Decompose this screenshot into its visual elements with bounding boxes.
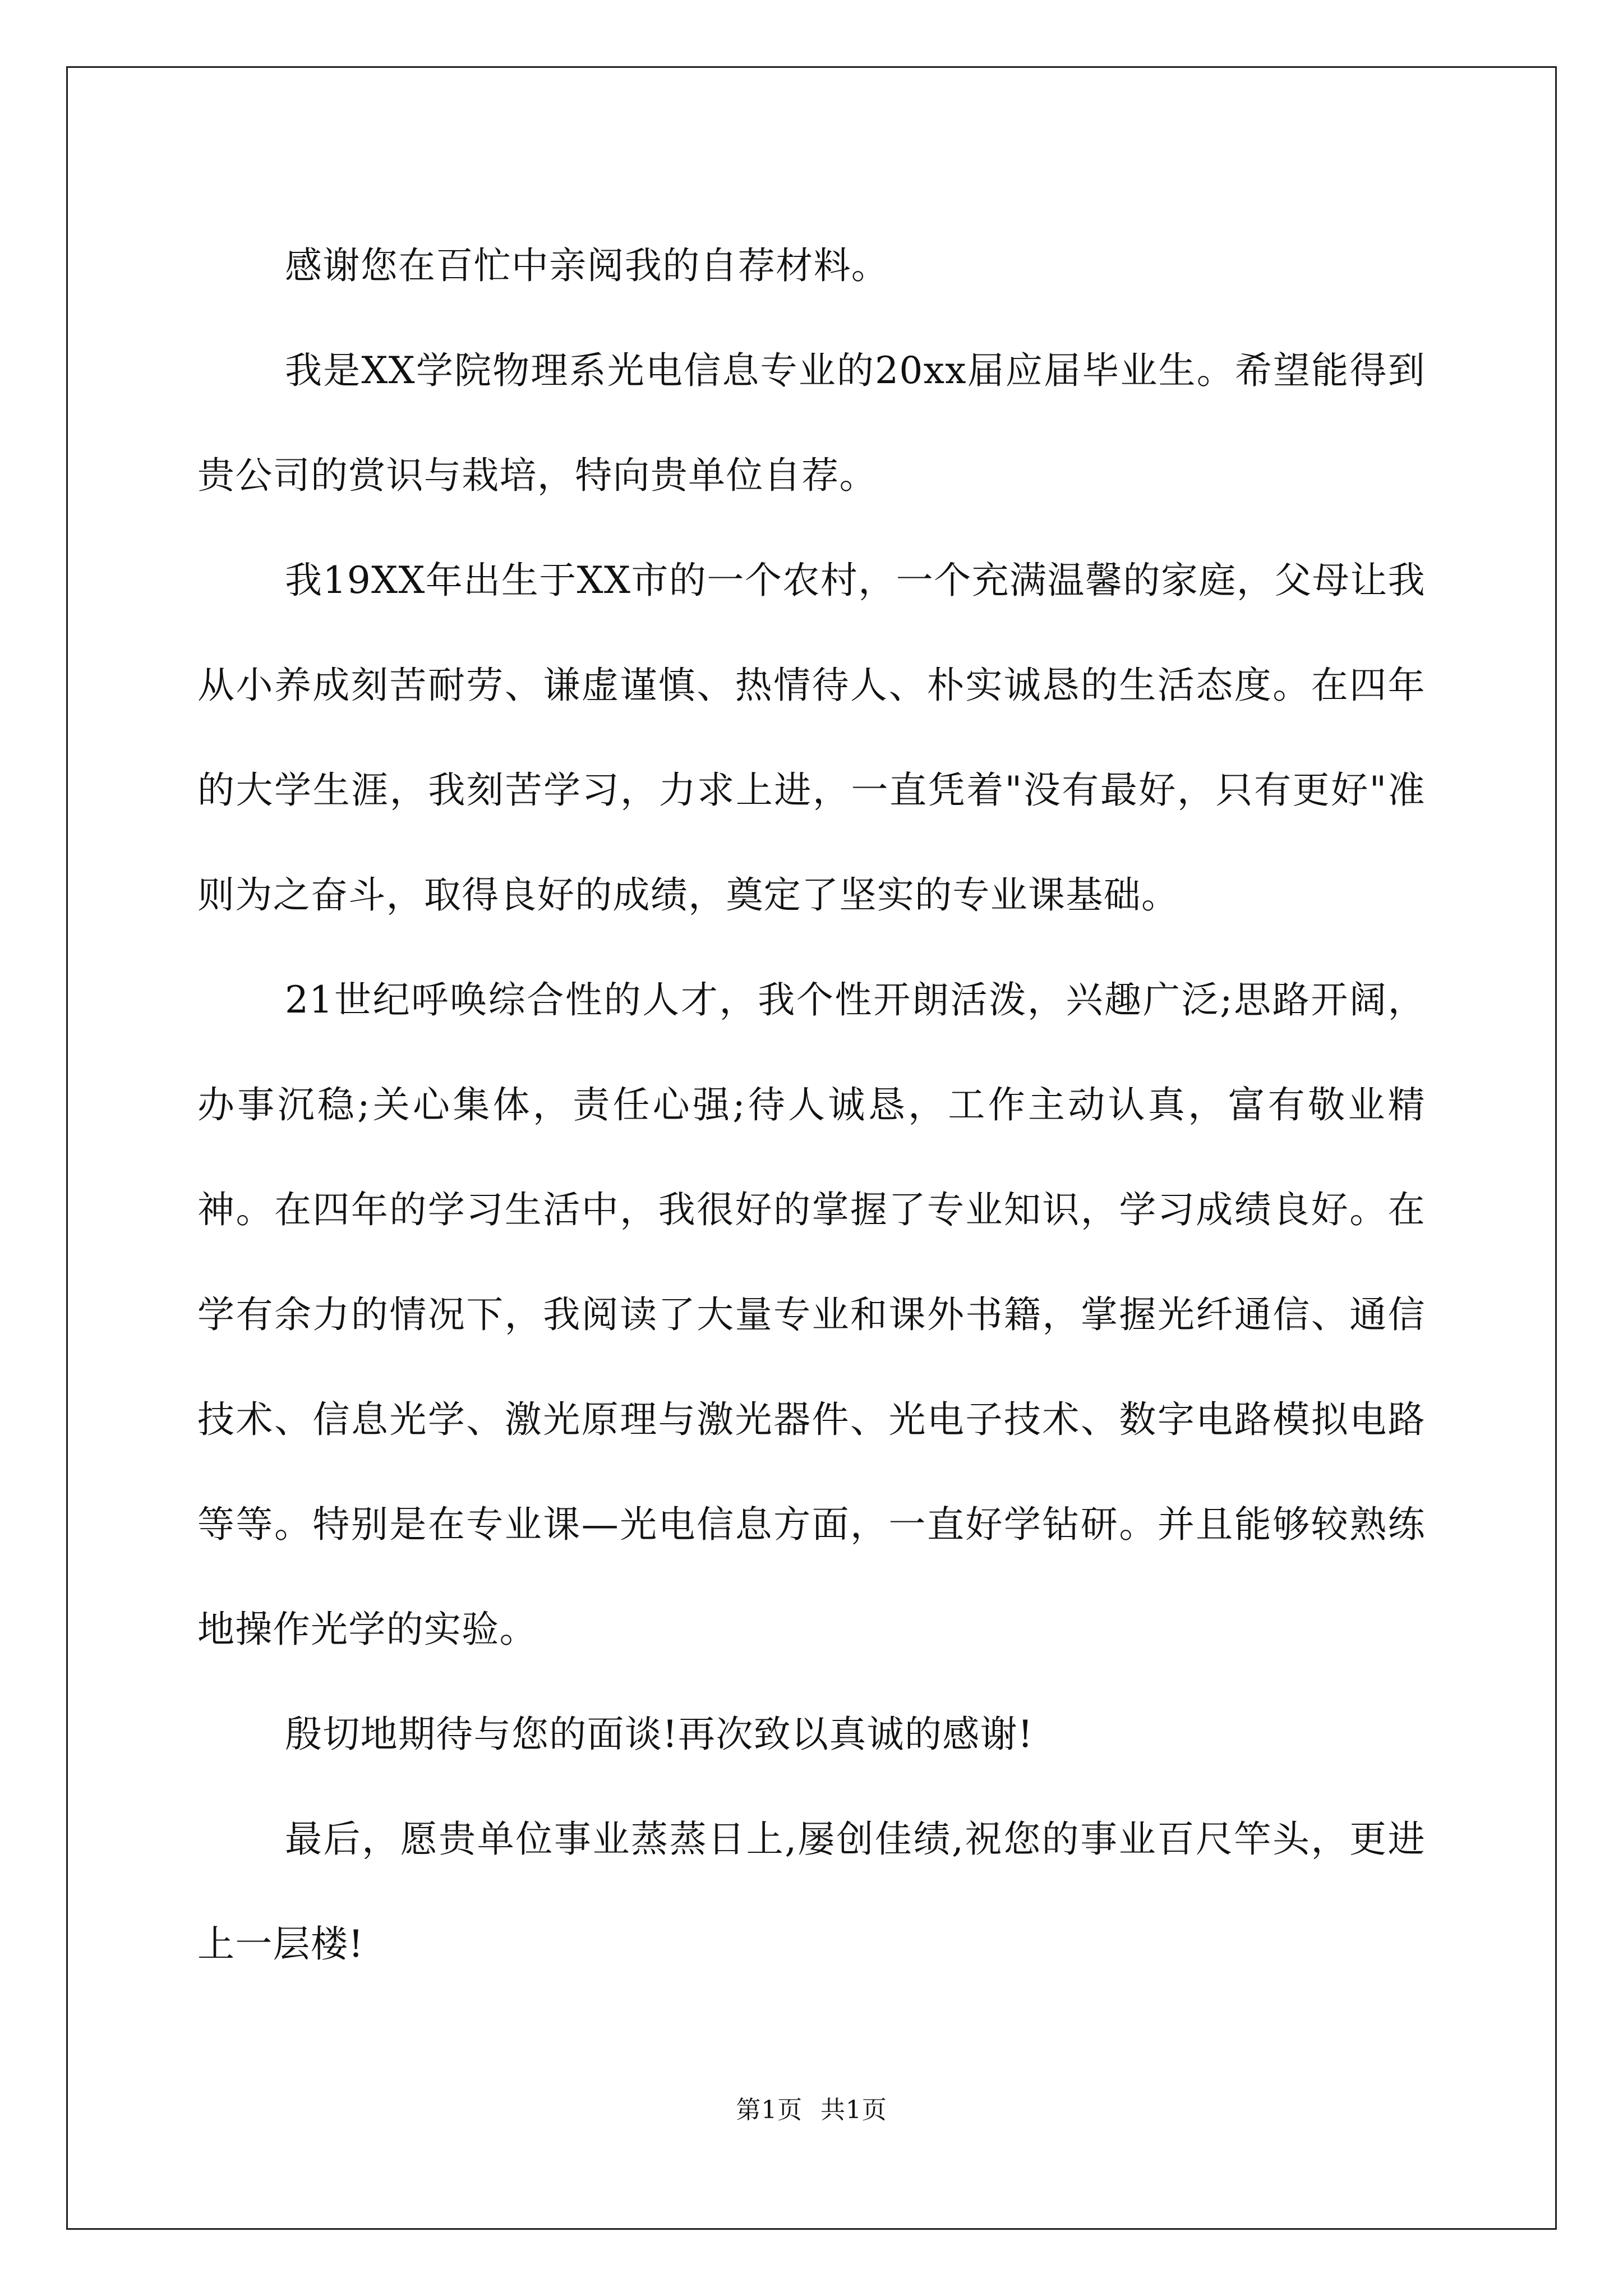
page-footer: [0, 2090, 1623, 2125]
page-number: 第1页: [736, 2096, 803, 2124]
paragraph-introduction: 我是XX学院物理系光电信息专业的20xx届应届毕业生。希望能得到贵公司的赏识与栽培，特向贵单位自荐。: [197, 349, 1426, 497]
paragraph-closing: 殷切地期待与您的面谈!再次致以真诚的感谢!: [285, 1713, 1034, 1756]
paragraph-wishes: 最后，愿贵单位事业蒸蒸日上,屡创佳绩,祝您的事业百尺竿头，更进上一层楼!: [197, 1818, 1426, 1966]
paragraph-greeting: 感谢您在百忙中亲阅我的自荐材料。: [285, 244, 889, 287]
page-total: 共1页: [820, 2096, 887, 2124]
paragraph-background: 我19XX年出生于XX市的一个农村，一个充满温馨的家庭，父母让我从小养成刻苦耐劳、谦虚谨慎、热情待人、朴实诚恳的生活态度。在四年的大学生涯，我刻苦学习，力求上进，一直凭着"没有最好，只有更好"准则为之奋斗，取得良好的成绩，奠定了坚实的专业课基础。: [197, 559, 1426, 917]
paragraph-skills: 21世纪呼唤综合性的人才，我个性开朗活泼，兴趣广泛;思路开阔，办事沉稳;关心集体，责任心强;待人诚恳，工作主动认真，富有敬业精神。在四年的学习生活中，我很好的掌握了专业知识，学习成绩良好。在学有余力的情况下，我阅读了大量专业和课外书籍，掌握光纤通信、通信技术、信息光学、激光原理与激光器件、光电子技术、数字电路模拟电路等等。特别是在专业课—光电信息方面，一直好学钻研。并且能够较熟练地操作光学的实验。: [197, 978, 1426, 1651]
document-body: [197, 213, 1426, 1996]
